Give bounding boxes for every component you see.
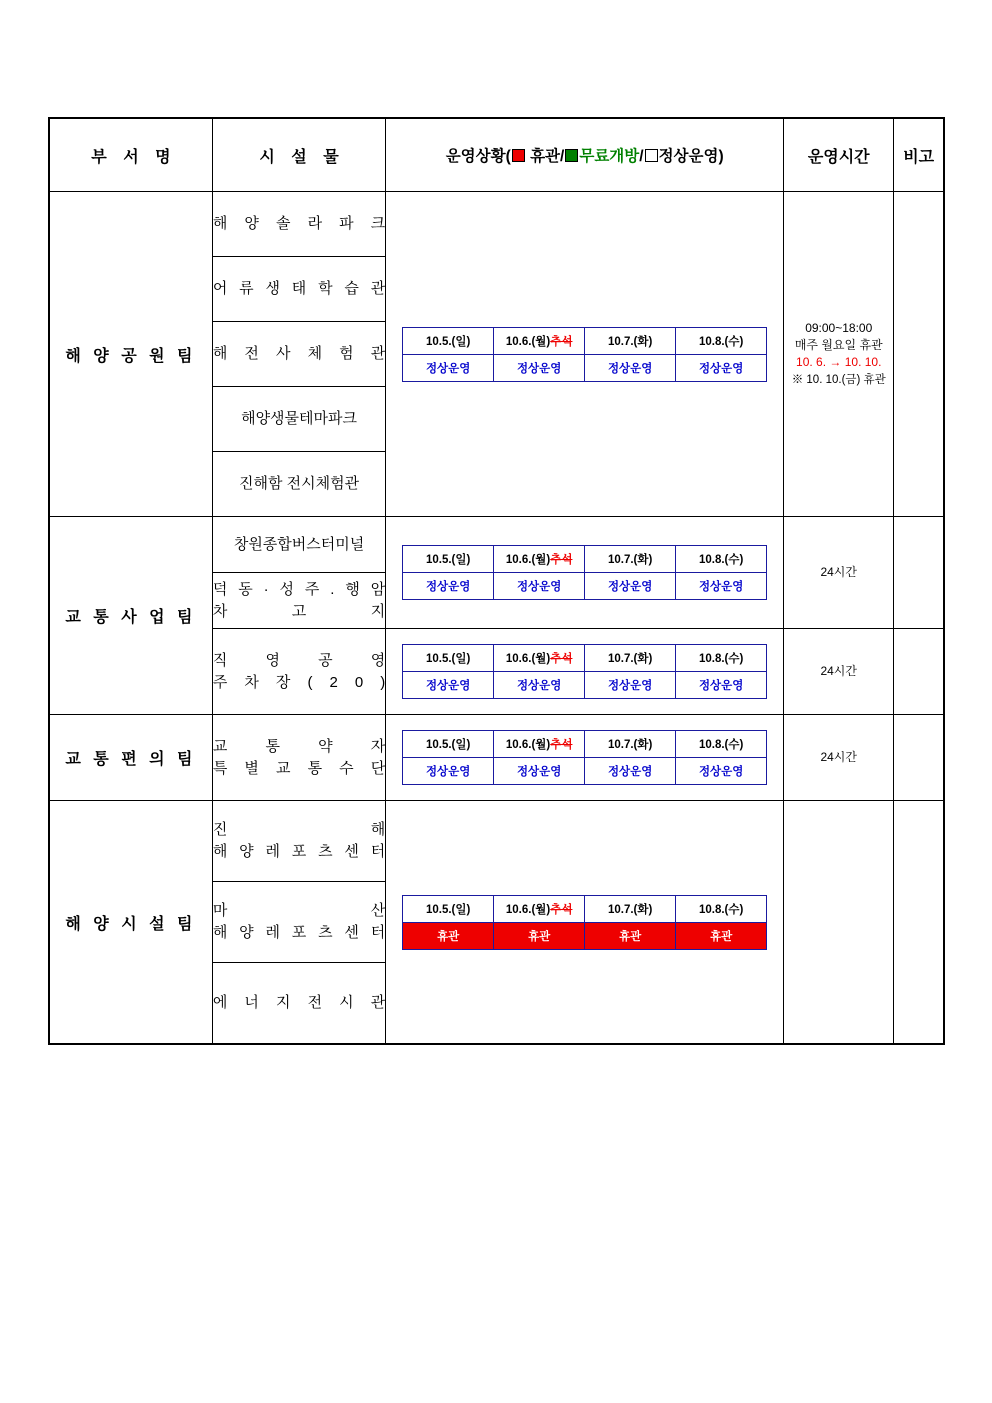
schedule-status: 정상운영 bbox=[676, 354, 767, 381]
time-line: 매주 월요일 휴관 bbox=[794, 337, 883, 352]
facility-cell bbox=[212, 257, 385, 322]
schedule-date: 10.8.(수) bbox=[676, 645, 767, 672]
schedule-status: 정상운영 bbox=[585, 573, 676, 600]
time-line: 24시간 bbox=[820, 564, 857, 579]
note-cell bbox=[894, 517, 944, 629]
schedule-status: 정상운영 bbox=[403, 354, 494, 381]
header-time-label: 운영시간 bbox=[807, 148, 870, 166]
schedule-date bbox=[494, 731, 585, 758]
schedule-date: 10.5.(일) bbox=[403, 895, 494, 922]
schedule-chuseok-strike: 추석 bbox=[550, 653, 573, 665]
schedule-date: 10.8.(수) bbox=[676, 895, 767, 922]
schedule-value-row bbox=[403, 672, 767, 699]
time-change-note: 10. 6. → 10. 10. bbox=[796, 355, 882, 370]
status-schedule-wrap bbox=[386, 321, 783, 388]
facility-label: 어 류 생 태 학 습 관 bbox=[212, 280, 386, 298]
header-note-label: 비고 bbox=[903, 148, 935, 166]
facility-cell bbox=[212, 322, 385, 387]
schedule-date: 10.7.(화) bbox=[585, 895, 676, 922]
header-note bbox=[894, 118, 944, 192]
facility-cell bbox=[212, 192, 385, 257]
header-status-legend bbox=[446, 144, 724, 166]
time-extra-note: ※ 10. 10.(금) 휴관 bbox=[791, 373, 886, 386]
schedule-table bbox=[402, 327, 767, 382]
status-cell-transport-terminal bbox=[386, 517, 784, 629]
facility-cell bbox=[212, 629, 385, 715]
schedule-date-label: 10.6.(월) bbox=[505, 903, 551, 916]
table-row bbox=[49, 517, 944, 573]
facility-cell bbox=[212, 573, 385, 629]
schedule-status: 정상운영 bbox=[494, 573, 585, 600]
facility-cell bbox=[212, 801, 385, 882]
time-cell-marine-park bbox=[784, 192, 894, 517]
facility-cell bbox=[212, 882, 385, 963]
facility-label: 직 영 공 영 주 차 장 ( 2 0 ) bbox=[212, 651, 386, 691]
schedule-value-row bbox=[403, 573, 767, 600]
legend-free-swatch-icon bbox=[565, 149, 578, 162]
schedule-status: 휴관 bbox=[494, 922, 585, 949]
time-line: 09:00~18:00 bbox=[805, 320, 873, 335]
dept-cell-marine-facility: 해 양 시 설 팀 bbox=[49, 801, 212, 1045]
schedule-value-row bbox=[403, 922, 767, 949]
status-cell-marine-park bbox=[386, 192, 784, 517]
time-cell-marine-facility bbox=[784, 801, 894, 1045]
schedule-date bbox=[494, 546, 585, 573]
facility-cell bbox=[212, 715, 385, 801]
schedule-date: 10.8.(수) bbox=[676, 731, 767, 758]
schedule-status: 정상운영 bbox=[403, 672, 494, 699]
schedule-date: 10.7.(화) bbox=[585, 731, 676, 758]
header-time bbox=[784, 118, 894, 192]
time-line: 24시간 bbox=[820, 749, 857, 764]
header-status-prefix: 운영상황( bbox=[445, 148, 511, 165]
schedule-date: 10.5.(일) bbox=[403, 546, 494, 573]
status-cell-special-transport bbox=[386, 715, 784, 801]
dept-cell-marine-park: 해 양 공 원 팀 bbox=[49, 192, 212, 517]
note-cell bbox=[894, 192, 944, 517]
schedule-date: 10.5.(일) bbox=[403, 645, 494, 672]
note-cell bbox=[894, 801, 944, 1045]
facility-label: 진 해 해 양 레 포 츠 센 터 bbox=[212, 821, 386, 860]
schedule-chuseok-strike: 추석 bbox=[550, 335, 573, 348]
status-cell-marine-facility bbox=[386, 801, 784, 1045]
schedule-date-row bbox=[403, 645, 767, 672]
header-status bbox=[386, 118, 784, 192]
status-schedule-wrap bbox=[386, 724, 783, 791]
dept-cell-transport-convenience: 교 통 편 의 팀 bbox=[49, 715, 212, 801]
schedule-date-label: 10.6.(월) bbox=[505, 554, 551, 566]
status-schedule-wrap bbox=[386, 889, 783, 956]
facility-operations-table bbox=[48, 117, 945, 1045]
document-page bbox=[48, 117, 945, 1045]
schedule-date-row bbox=[403, 895, 767, 922]
legend-normal-swatch-icon bbox=[645, 149, 658, 162]
schedule-status: 정상운영 bbox=[585, 758, 676, 785]
table-row bbox=[49, 715, 944, 801]
schedule-date: 10.7.(화) bbox=[585, 645, 676, 672]
facility-label: 창원종합버스터미널 bbox=[233, 535, 365, 553]
legend-closed-label: 휴관/ bbox=[530, 148, 565, 165]
schedule-status: 정상운영 bbox=[494, 354, 585, 381]
facility-label: 진해함 전시체험관 bbox=[239, 475, 360, 493]
time-line: 24시간 bbox=[820, 663, 857, 678]
schedule-chuseok-strike: 추석 bbox=[550, 903, 573, 916]
time-cell-transport-terminal bbox=[784, 517, 894, 629]
legend-normal-label: 정상운영) bbox=[658, 148, 724, 165]
header-dept bbox=[49, 118, 212, 192]
facility-cell bbox=[212, 517, 385, 573]
schedule-chuseok-strike: 추석 bbox=[550, 739, 573, 751]
table-row bbox=[49, 192, 944, 257]
time-cell-public-parking bbox=[784, 629, 894, 715]
facility-label: 해양생물테마파크 bbox=[241, 410, 357, 428]
schedule-status: 휴관 bbox=[585, 922, 676, 949]
schedule-status: 정상운영 bbox=[585, 672, 676, 699]
schedule-status: 정상운영 bbox=[494, 758, 585, 785]
schedule-status: 정상운영 bbox=[676, 573, 767, 600]
schedule-date: 10.7.(화) bbox=[585, 327, 676, 354]
header-dept-label: 부 서 명 bbox=[91, 148, 177, 166]
facility-label: 해 양 솔 라 파 크 bbox=[212, 215, 386, 233]
note-cell bbox=[894, 629, 944, 715]
schedule-date: 10.5.(일) bbox=[403, 731, 494, 758]
schedule-table bbox=[402, 545, 767, 600]
legend-closed-swatch-icon bbox=[512, 149, 525, 162]
legend-sep: / bbox=[639, 148, 644, 165]
schedule-table bbox=[402, 730, 767, 785]
schedule-date-label: 10.6.(월) bbox=[505, 739, 551, 751]
facility-cell bbox=[212, 387, 385, 452]
table-row bbox=[49, 801, 944, 882]
schedule-chuseok-strike: 추석 bbox=[550, 554, 573, 566]
schedule-status: 정상운영 bbox=[403, 758, 494, 785]
schedule-status: 정상운영 bbox=[676, 672, 767, 699]
schedule-status: 휴관 bbox=[403, 922, 494, 949]
time-cell-special-transport bbox=[784, 715, 894, 801]
schedule-date-label: 10.6.(월) bbox=[505, 335, 551, 348]
schedule-status: 휴관 bbox=[676, 922, 767, 949]
schedule-date: 10.8.(수) bbox=[676, 327, 767, 354]
facility-cell bbox=[212, 963, 385, 1045]
note-cell bbox=[894, 715, 944, 801]
header-facility-label: 시 설 물 bbox=[259, 148, 345, 166]
schedule-date: 10.7.(화) bbox=[585, 546, 676, 573]
schedule-value-row bbox=[403, 354, 767, 381]
status-schedule-wrap bbox=[386, 638, 783, 705]
schedule-status: 정상운영 bbox=[494, 672, 585, 699]
status-cell-public-parking bbox=[386, 629, 784, 715]
schedule-status: 정상운영 bbox=[585, 354, 676, 381]
facility-label: 마 산 해 양 레 포 츠 센 터 bbox=[212, 902, 386, 941]
schedule-date-row bbox=[403, 327, 767, 354]
schedule-date: 10.5.(일) bbox=[403, 327, 494, 354]
facility-label: 교 통 약 자 특 별 교 통 수 단 bbox=[212, 737, 386, 777]
schedule-value-row bbox=[403, 758, 767, 785]
facility-label: 덕 동 · 성 주 . 행 암 차 고 지 bbox=[212, 580, 386, 620]
table-header-row bbox=[49, 118, 944, 192]
schedule-status: 정상운영 bbox=[403, 573, 494, 600]
facility-label: 해 전 사 체 험 관 bbox=[212, 345, 386, 363]
schedule-date-row bbox=[403, 546, 767, 573]
schedule-date-row bbox=[403, 731, 767, 758]
facility-label: 에 너 지 전 시 관 bbox=[212, 994, 386, 1012]
schedule-table bbox=[402, 895, 767, 950]
legend-free-label: 무료개방 bbox=[579, 148, 640, 165]
facility-cell bbox=[212, 452, 385, 517]
schedule-date-label: 10.6.(월) bbox=[505, 653, 551, 665]
schedule-table bbox=[402, 644, 767, 699]
schedule-status: 정상운영 bbox=[676, 758, 767, 785]
schedule-date bbox=[494, 327, 585, 354]
dept-cell-transport-business: 교 통 사 업 팀 bbox=[49, 517, 212, 715]
header-facility bbox=[212, 118, 385, 192]
schedule-date bbox=[494, 895, 585, 922]
schedule-date bbox=[494, 645, 585, 672]
status-schedule-wrap bbox=[386, 539, 783, 606]
schedule-date: 10.8.(수) bbox=[676, 546, 767, 573]
